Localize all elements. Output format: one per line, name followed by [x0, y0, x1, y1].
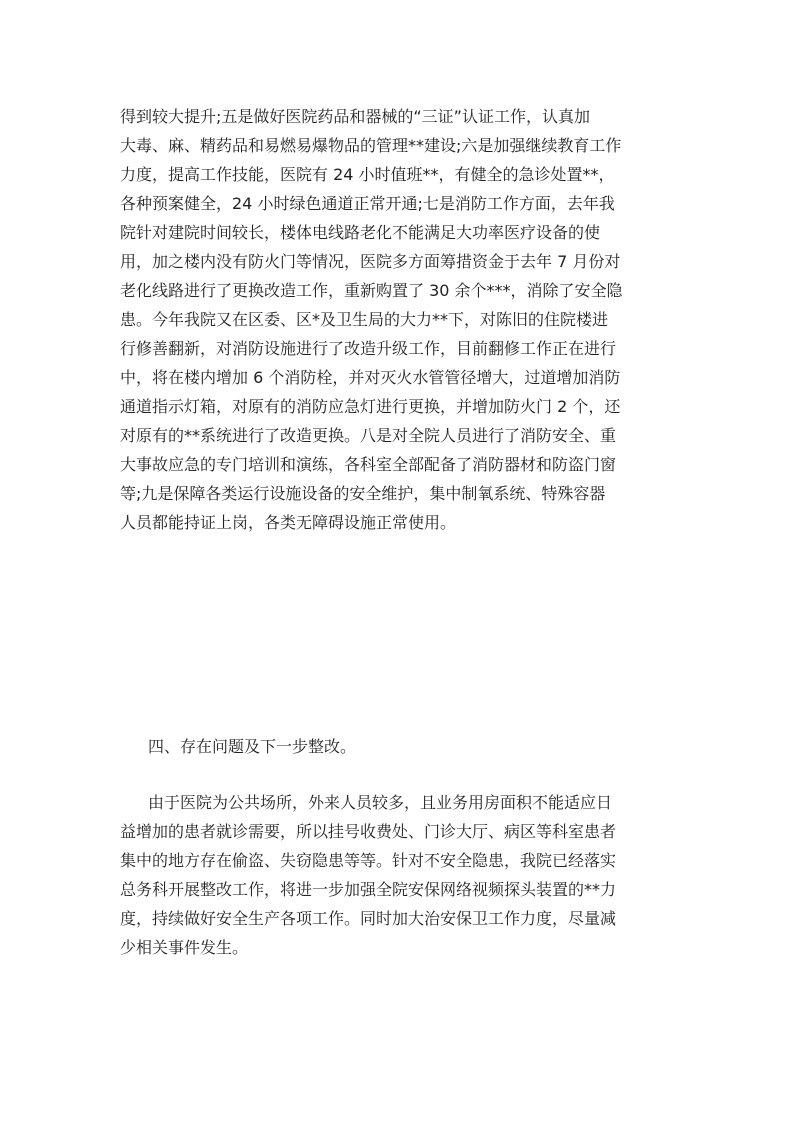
paragraph-line: 对原有的**系统进行了改造更换。八是对全院人员进行了消防安全、重 [120, 426, 617, 445]
paragraph-line: 度，持续做好安全生产各项工作。同时加大治安保卫工作力度，尽量减 [120, 909, 617, 928]
paragraph-line: 益增加的患者就诊需要，所以挂号收费处、门诊大厅、病区等科室患者 [120, 822, 617, 841]
paragraph-line: 行修善翻新，对消防设施进行了改造升级工作，目前翻修工作正在进行 [120, 339, 617, 358]
paragraph-line: 等;九是保障各类运行设施设备的安全维护，集中制氧系统、特殊容器 [120, 484, 606, 503]
paragraph-problems-rectification [120, 788, 680, 962]
paragraph-line: 总务科开展整改工作，将进一步加强全院安保网络视频探头装置的**力 [120, 880, 617, 899]
paragraph-line: 大毒、麻、精药品和易燃易爆物品的管理**建设;六是加强继续教育工作 [120, 136, 622, 155]
paragraph-line: 院针对建院时间较长，楼体电线路老化不能满足大功率医疗设备的使 [120, 223, 601, 242]
paragraph-line: 老化线路进行了更换改造工作，重新购置了 30 余个***，消除了安全隐 [120, 281, 623, 300]
paragraph-line: 通道指示灯箱，对原有的消防应急灯进行更换，并增加防火门 2 个，还 [120, 397, 621, 416]
paragraph-line: 由于医院为公共场所，外来人员较多，且业务用房面积不能适应日 [148, 793, 613, 812]
section-heading-block [120, 732, 680, 761]
paragraph-line: 患。今年我院又在区委、区*及卫生局的大力**下，对陈旧的住院楼进 [120, 310, 609, 329]
paragraph-line: 力度，提高工作技能，医院有 24 小时值班**，有健全的急诊处置**， [120, 165, 615, 184]
paragraph-line: 得到较大提升;五是做好医院药品和器械的“三证”认证工作，认真加 [120, 107, 590, 126]
paragraph-line: 用，加之楼内没有防火门等情况，医院多方面筹措资金于去年 7 月份对 [120, 252, 621, 271]
paragraph-safety-measures [120, 102, 680, 537]
paragraph-line: 中，将在楼内增加 6 个消防栓，并对灭火水管管径增大，过道增加消防 [120, 368, 621, 387]
section-heading: 四、存在问题及下一步整改。 [148, 737, 357, 756]
paragraph-line: 大事故应急的专门培训和演练，各科室全部配备了消防器材和防盗门窗 [120, 455, 617, 474]
paragraph-line: 集中的地方存在偷盗、失窃隐患等等。针对不安全隐患，我院已经落实 [120, 851, 617, 870]
paragraph-line: 人员都能持证上岗，各类无障碍设施正常使用。 [120, 513, 457, 532]
paragraph-line: 各种预案健全，24 小时绿色通道正常开通;七是消防工作方面，去年我 [120, 194, 615, 213]
paragraph-line: 少相关事件发生。 [120, 938, 249, 957]
